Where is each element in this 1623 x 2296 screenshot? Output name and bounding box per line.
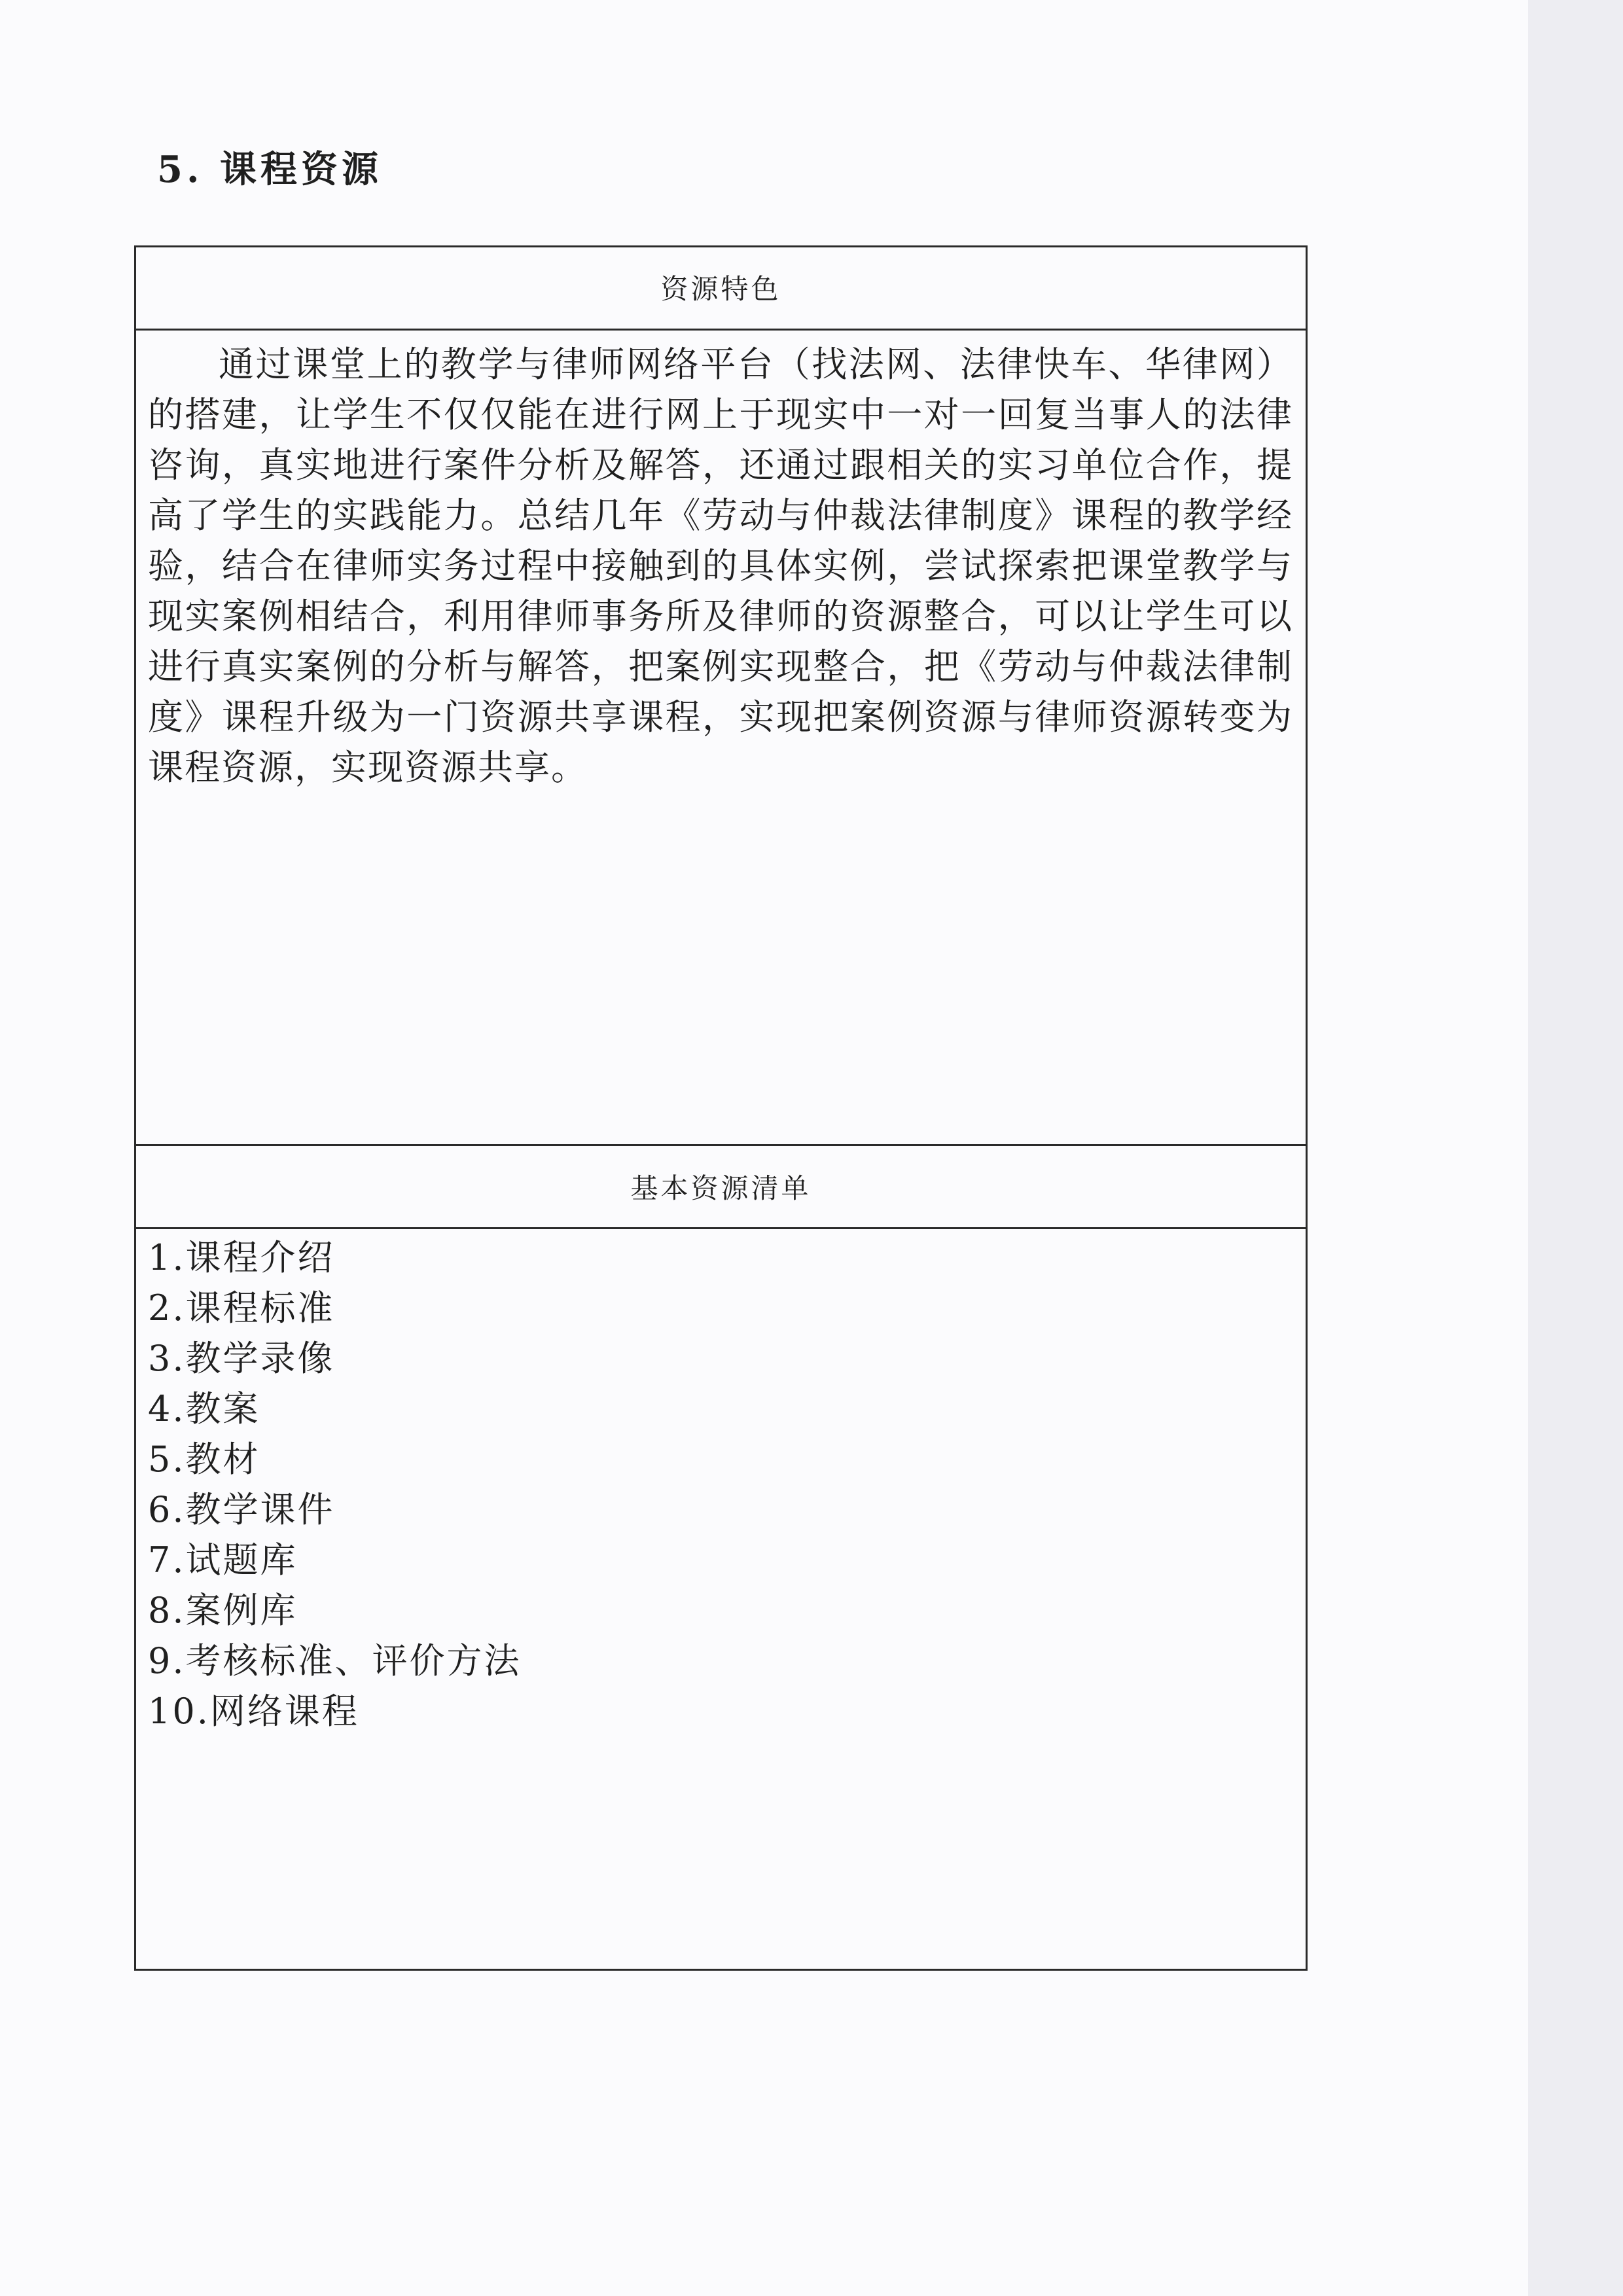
list-item: 2.课程标准 xyxy=(148,1287,335,1329)
section-heading: 5. 课程资源 xyxy=(157,148,382,191)
list-item: 6.教学课件 xyxy=(148,1489,335,1530)
list-item: 1.课程介绍 xyxy=(148,1237,335,1278)
list-item: 10.网络课程 xyxy=(148,1691,359,1732)
resource-table xyxy=(134,245,1308,1971)
list-item: 5.教材 xyxy=(148,1439,260,1480)
list-header: 基本资源清单 xyxy=(136,1144,1306,1229)
features-header: 资源特色 xyxy=(136,247,1306,331)
features-paragraph: 通过课堂上的教学与律师网络平台（找法网、法律快车、华律网）的搭建，让学生不仅仅能在进行网上于现实中一对一回复当事人的法律咨询，真实地进行案件分析及解答，还通过跟相关的实习单位合作，提高了学生的实践能力。总结几年《劳动与仲裁法律制度》课程的教学经验，结合在律师实务过程中接触到的具体实例，尝试探索把课堂教学与现实案例相结合，利用律师事务所及律师的资源整合，可以让学生可以进行真实案例的分析与解答，把案例实现整合，把《劳动与仲裁法律制度》课程升级为一门资源共享课程，实现把案例资源与律师资源转变为课程资源，实现资源共享。 xyxy=(148,344,1293,788)
list-item: 4.教案 xyxy=(148,1388,260,1429)
resource-list xyxy=(148,1232,522,1736)
list-item: 9.考核标准、评价方法 xyxy=(148,1640,522,1681)
list-item: 8.案例库 xyxy=(148,1590,298,1631)
list-item: 7.试题库 xyxy=(148,1539,298,1581)
list-item: 3.教学录像 xyxy=(148,1338,335,1379)
scan-margin xyxy=(1528,0,1623,2296)
